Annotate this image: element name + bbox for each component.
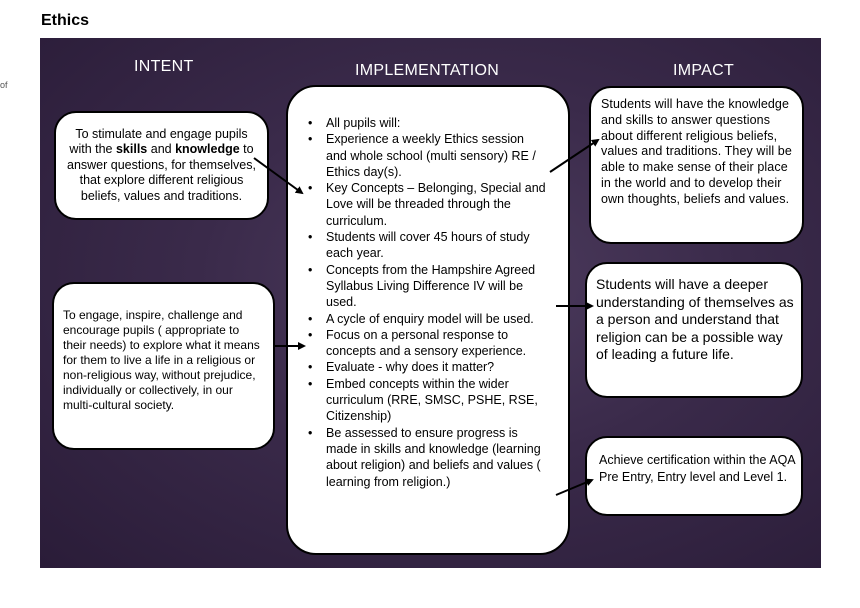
intent-skills-emphasis: skills <box>115 142 148 157</box>
implementation-item: • Experience a weekly Ethics session and whole school (multi sensory) RE / Ethics day(s). <box>306 131 548 180</box>
impact-box-certification-text: Achieve certification within the AQA Pre Entry, Entry level and Level 1. <box>599 453 795 484</box>
intent-text-part: To stimulate and engage pupils with the <box>69 126 248 157</box>
implementation-item: • A cycle of enquiry model will be used. <box>306 311 548 327</box>
intent-heading: INTENT <box>134 58 194 75</box>
implementation-item: • Evaluate - why does it matter? <box>306 359 548 375</box>
arrow-implementation-to-impact3 <box>556 480 592 495</box>
intent-knowledge-emphasis: knowledge <box>175 142 240 157</box>
intent-text-part: and <box>147 142 176 157</box>
stray-text-mark: of <box>0 80 8 90</box>
impact-box-knowledge-text: Students will have the knowledge and skills to answer questions about different religious beliefs, values and traditions. They will be able to make sense of their place in the world and to develop their own thoughts, beliefs and values. <box>601 97 792 206</box>
implementation-item: • Concepts from the Hampshire Agreed Syllabus Living Difference IV will be used. <box>306 262 548 311</box>
impact-box-understanding-text: Students will have a deeper understanding of themselves as a person and understand that religion can be a possible way of leading a future life. <box>596 276 794 362</box>
implementation-item: • Embed concepts within the wider curriculum (RRE, SMSC, PSHE, RSE, Citizenship) <box>306 376 548 425</box>
arrow-intent1-to-implementation <box>254 158 302 193</box>
arrow-implementation-to-impact1 <box>550 140 598 172</box>
implementation-item: • Focus on a personal response to concepts and a sensory experience. <box>306 327 548 360</box>
intent-box-engage-text: To engage, inspire, challenge and encourage pupils ( appropriate to their needs) to explore what it means for them to live a life in a religious or non-religious way, without prejudice, individually or collectively, in our multi-cultural society. <box>63 308 260 412</box>
implementation-item: • Key Concepts – Belonging, Special and Love will be threaded through the curriculum. <box>306 180 548 229</box>
implementation-item: • Students will cover 45 hours of study each year. <box>306 229 548 262</box>
impact-heading: IMPACT <box>673 62 735 79</box>
intent-text-part: to answer questions, for themselves, that explore different religious beliefs, values and traditions. <box>67 142 256 203</box>
page-title: Ethics <box>41 12 90 29</box>
implementation-item: • All pupils will: <box>306 115 548 131</box>
implementation-item: • Be assessed to ensure progress is made in skills and knowledge (learning about religion) and beliefs and values ( learning from religion.) <box>306 425 548 490</box>
implementation-heading: IMPLEMENTATION <box>355 62 500 79</box>
